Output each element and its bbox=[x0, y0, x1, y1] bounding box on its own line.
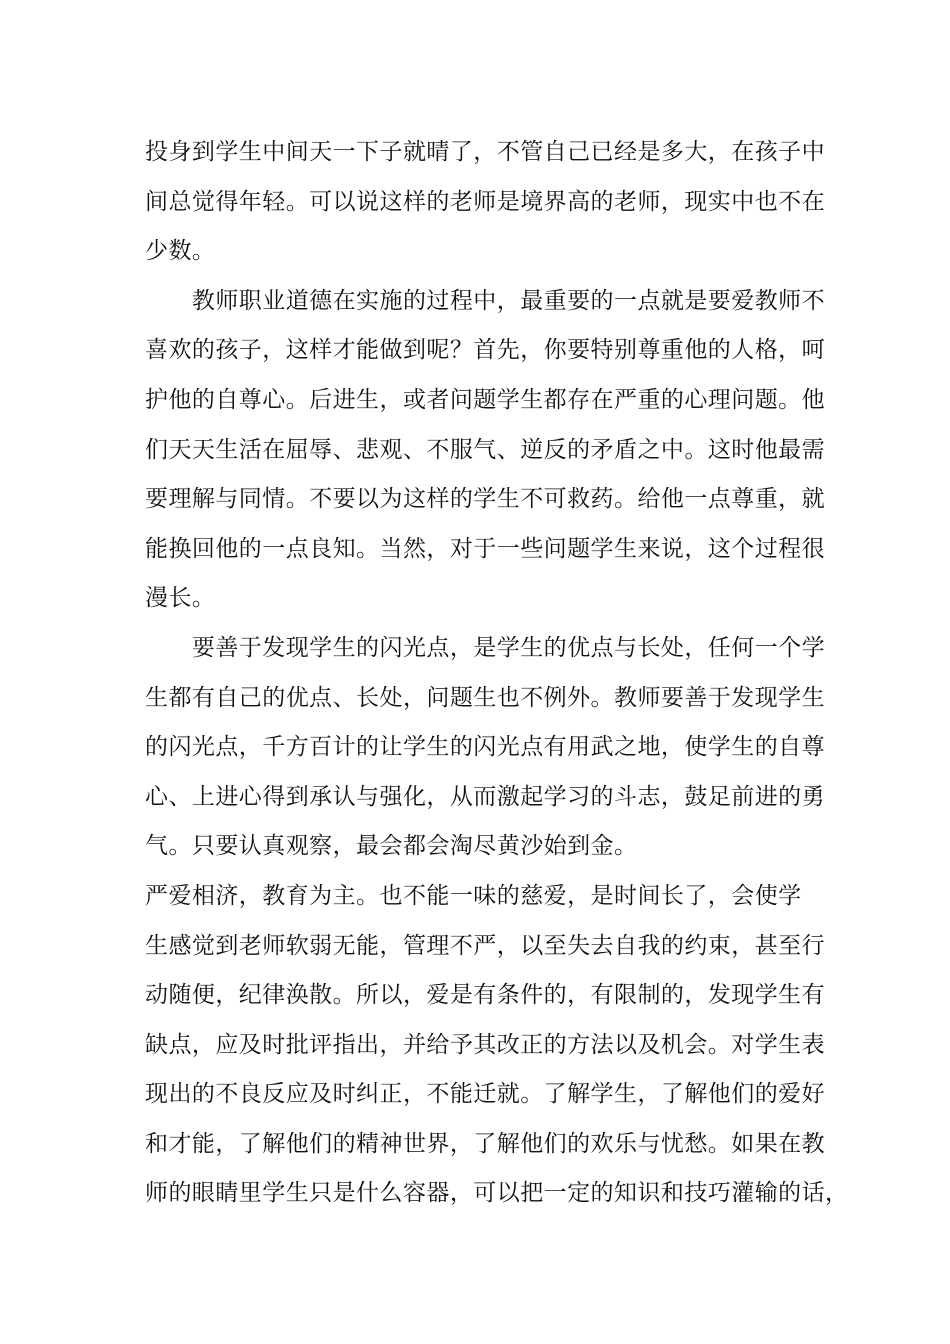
text-line: 要理解与同情。不要以为这样的学生不可救药。给他一点尊重，就 bbox=[145, 486, 826, 513]
text-line: 少数。 bbox=[145, 238, 216, 265]
text-line: 生感觉到老师软弱无能，管理不严，以至失去自我的约束，甚至行 bbox=[145, 932, 826, 959]
text-line: 师的眼睛里学生只是什么容器，可以把一定的知识和技巧灌输的话， bbox=[145, 1180, 849, 1207]
text-line: 能换回他的一点良知。当然，对于一些问题学生来说，这个过程很 bbox=[145, 535, 826, 562]
text-line: 严爱相济，教育为主。也不能一味的慈爱，是时间长了，会使学 bbox=[145, 882, 802, 909]
text-line: 缺点，应及时批评指出，并给予其改正的方法以及机会。对学生表 bbox=[145, 1031, 826, 1058]
text-line: 漫长。 bbox=[145, 585, 216, 612]
text-line: 要善于发现学生的闪光点，是学生的优点与长处，任何一个学 bbox=[145, 634, 826, 661]
text-line: 间总觉得年轻。可以说这样的老师是境界高的老师，现实中也不在 bbox=[145, 188, 826, 215]
text-line: 现出的不良反应及时纠正，不能迁就。了解学生，了解他们的爱好 bbox=[145, 1081, 826, 1108]
text-line: 们天天生活在屈辱、悲观、不服气、逆反的矛盾之中。这时他最需 bbox=[145, 436, 826, 463]
text-line: 的闪光点，千方百计的让学生的闪光点有用武之地，使学生的自尊 bbox=[145, 734, 826, 761]
text-line: 气。只要认真观察，最会都会淘尽黄沙始到金。 bbox=[145, 833, 638, 860]
text-line: 心、上进心得到承认与强化，从而激起学习的斗志，鼓足前进的勇 bbox=[145, 783, 826, 810]
text-line: 和才能，了解他们的精神世界，了解他们的欢乐与忧愁。如果在教 bbox=[145, 1130, 826, 1157]
body-text bbox=[145, 128, 849, 1219]
text-line: 动随便，纪律涣散。所以，爱是有条件的，有限制的，发现学生有 bbox=[145, 982, 826, 1009]
text-line: 护他的自尊心。后进生，或者问题学生都存在严重的心理问题。他 bbox=[145, 386, 826, 413]
text-line: 生都有自己的优点、长处，问题生也不例外。教师要善于发现学生 bbox=[145, 684, 826, 711]
text-line: 喜欢的孩子，这样才能做到呢？首先，你要特别尊重他的人格，呵 bbox=[145, 337, 826, 364]
text-line: 投身到学生中间天一下子就晴了，不管自己已经是多大，在孩子中 bbox=[145, 139, 826, 165]
text-line: 教师职业道德在实施的过程中，最重要的一点就是要爱教师不 bbox=[145, 287, 826, 314]
